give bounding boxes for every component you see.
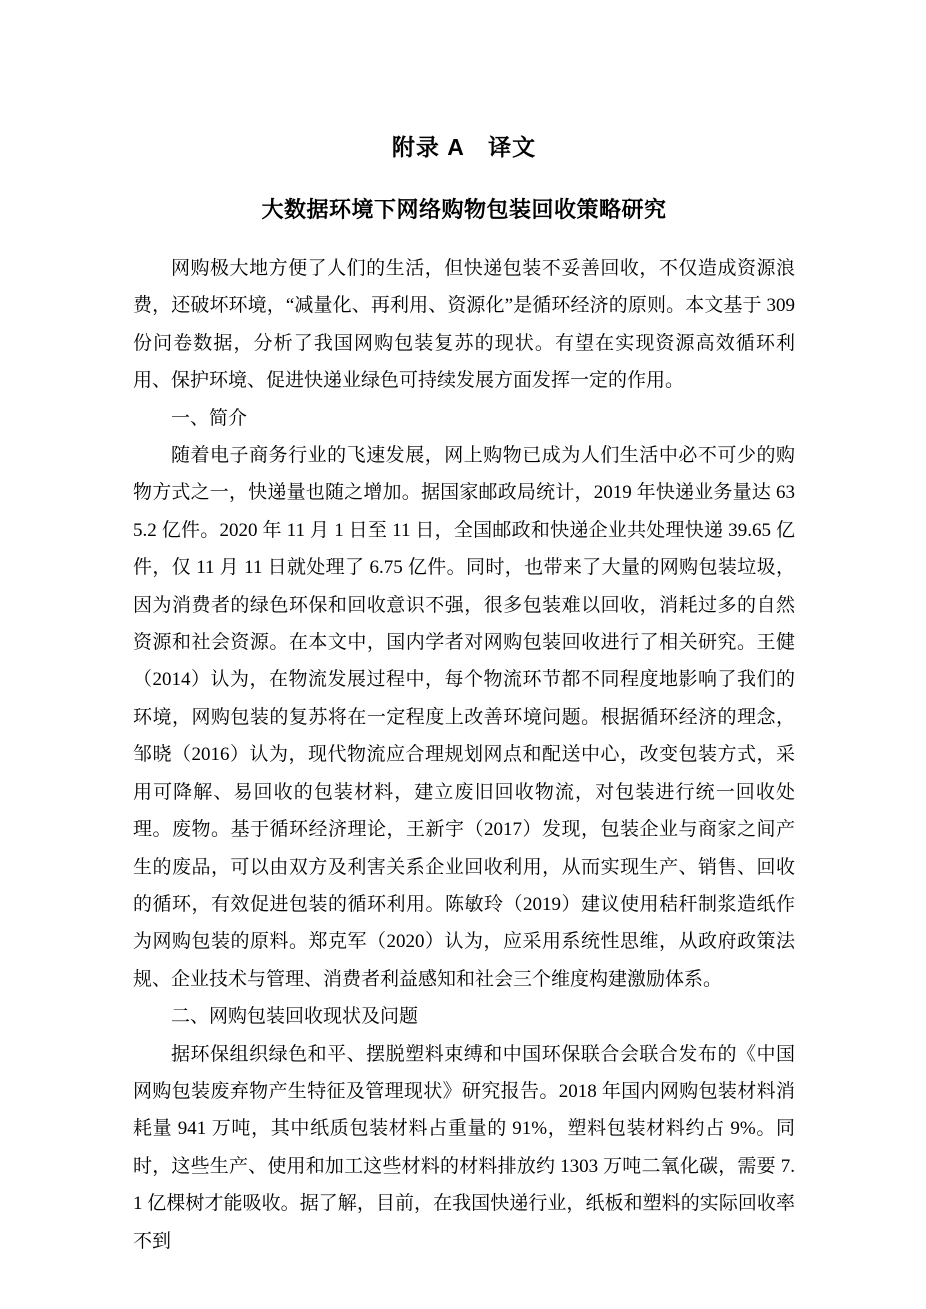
paragraph-recycling-status: 据环保组织绿色和平、摆脱塑料束缚和中国环保联合会联合发布的《中国网购包装废弃物产生特征及管理现状》研究报告。2018 年国内网购包装材料消耗量 941 万吨，其中纸质包装材料占重量的 91%，塑料包装材料约占 9%。同时，这些生产、使用和加工这些材料的材料排放约 1303 万吨二氧化碳，需要 7.1 亿棵树才能吸收。据了解，目前，在我国快递行业，纸板和塑料的实际回收率不到 xyxy=(133,1043,795,1252)
paragraph-introduction: 随着电子商务行业的飞速发展，网上购物已成为人们生活中必不可少的购物方式之一，快递量也随之增加。据国家邮政局统计，2019 年快递业务量达 635.2 亿件。2020 年 11 月 1 日至 11 日，全国邮政和快递企业共处理快递 39.65 亿件，仅 11 月 11 日就处理了 6.75 亿件。同时，也带来了大量的网购包装垃圾，因为消费者的绿色环保和回收意识不强，很多包装难以回收，消耗过多的自然资源和社会资源。在本文中，国内学者对网购包装回收进行了相关研究。王健（2014）认为，在物流发展过程中，每个物流环节都不同程度地影响了我们的环境，网购包装的复苏将在一定程度上改善环境问题。根据循环经济的理念，邹晓（2016）认为，现代物流应合理规划网点和配送中心，改变包装方式，采用可降解、易回收的包装材料，建立废旧回收物流，对包装进行统一回收处理。废物。基于循环经济理论，王新宇（2017）发现，包装企业与商家之间产生的废品，可以由双方及利害关系企业回收利用，从而实现生产、销售、回收的循环，有效促进包装的循环利用。陈敏玲（2019）建议使用秸秆制浆造纸作为网购包装的原料。郑克军（2020）认为，应采用系统性思维，从政府政策法规、企业技术与管理、消费者利益感知和社会三个维度构建激励体系。 xyxy=(133,445,795,990)
article-title: 大数据环境下网络购物包装回收策略研究 xyxy=(261,197,667,222)
article-body xyxy=(133,250,795,1260)
section-heading-introduction: 一、简介 xyxy=(171,407,248,429)
paragraph-abstract: 网购极大地方便了人们的生活，但快递包装不妥善回收，不仅造成资源浪费，还破坏环境，“减量化、再利用、资源化”是循环经济的原则。本文基于 309 份问卷数据，分析了我国网购包装复苏的现状。有望在实现资源高效循环利用、保护环境、促进快递业绿色可持续发展方面发挥一定的作用。 xyxy=(133,258,795,392)
appendix-title: 附录 A 译文 xyxy=(391,134,537,160)
section-heading-recycling-status: 二、网购包装回收现状及问题 xyxy=(171,1006,419,1028)
